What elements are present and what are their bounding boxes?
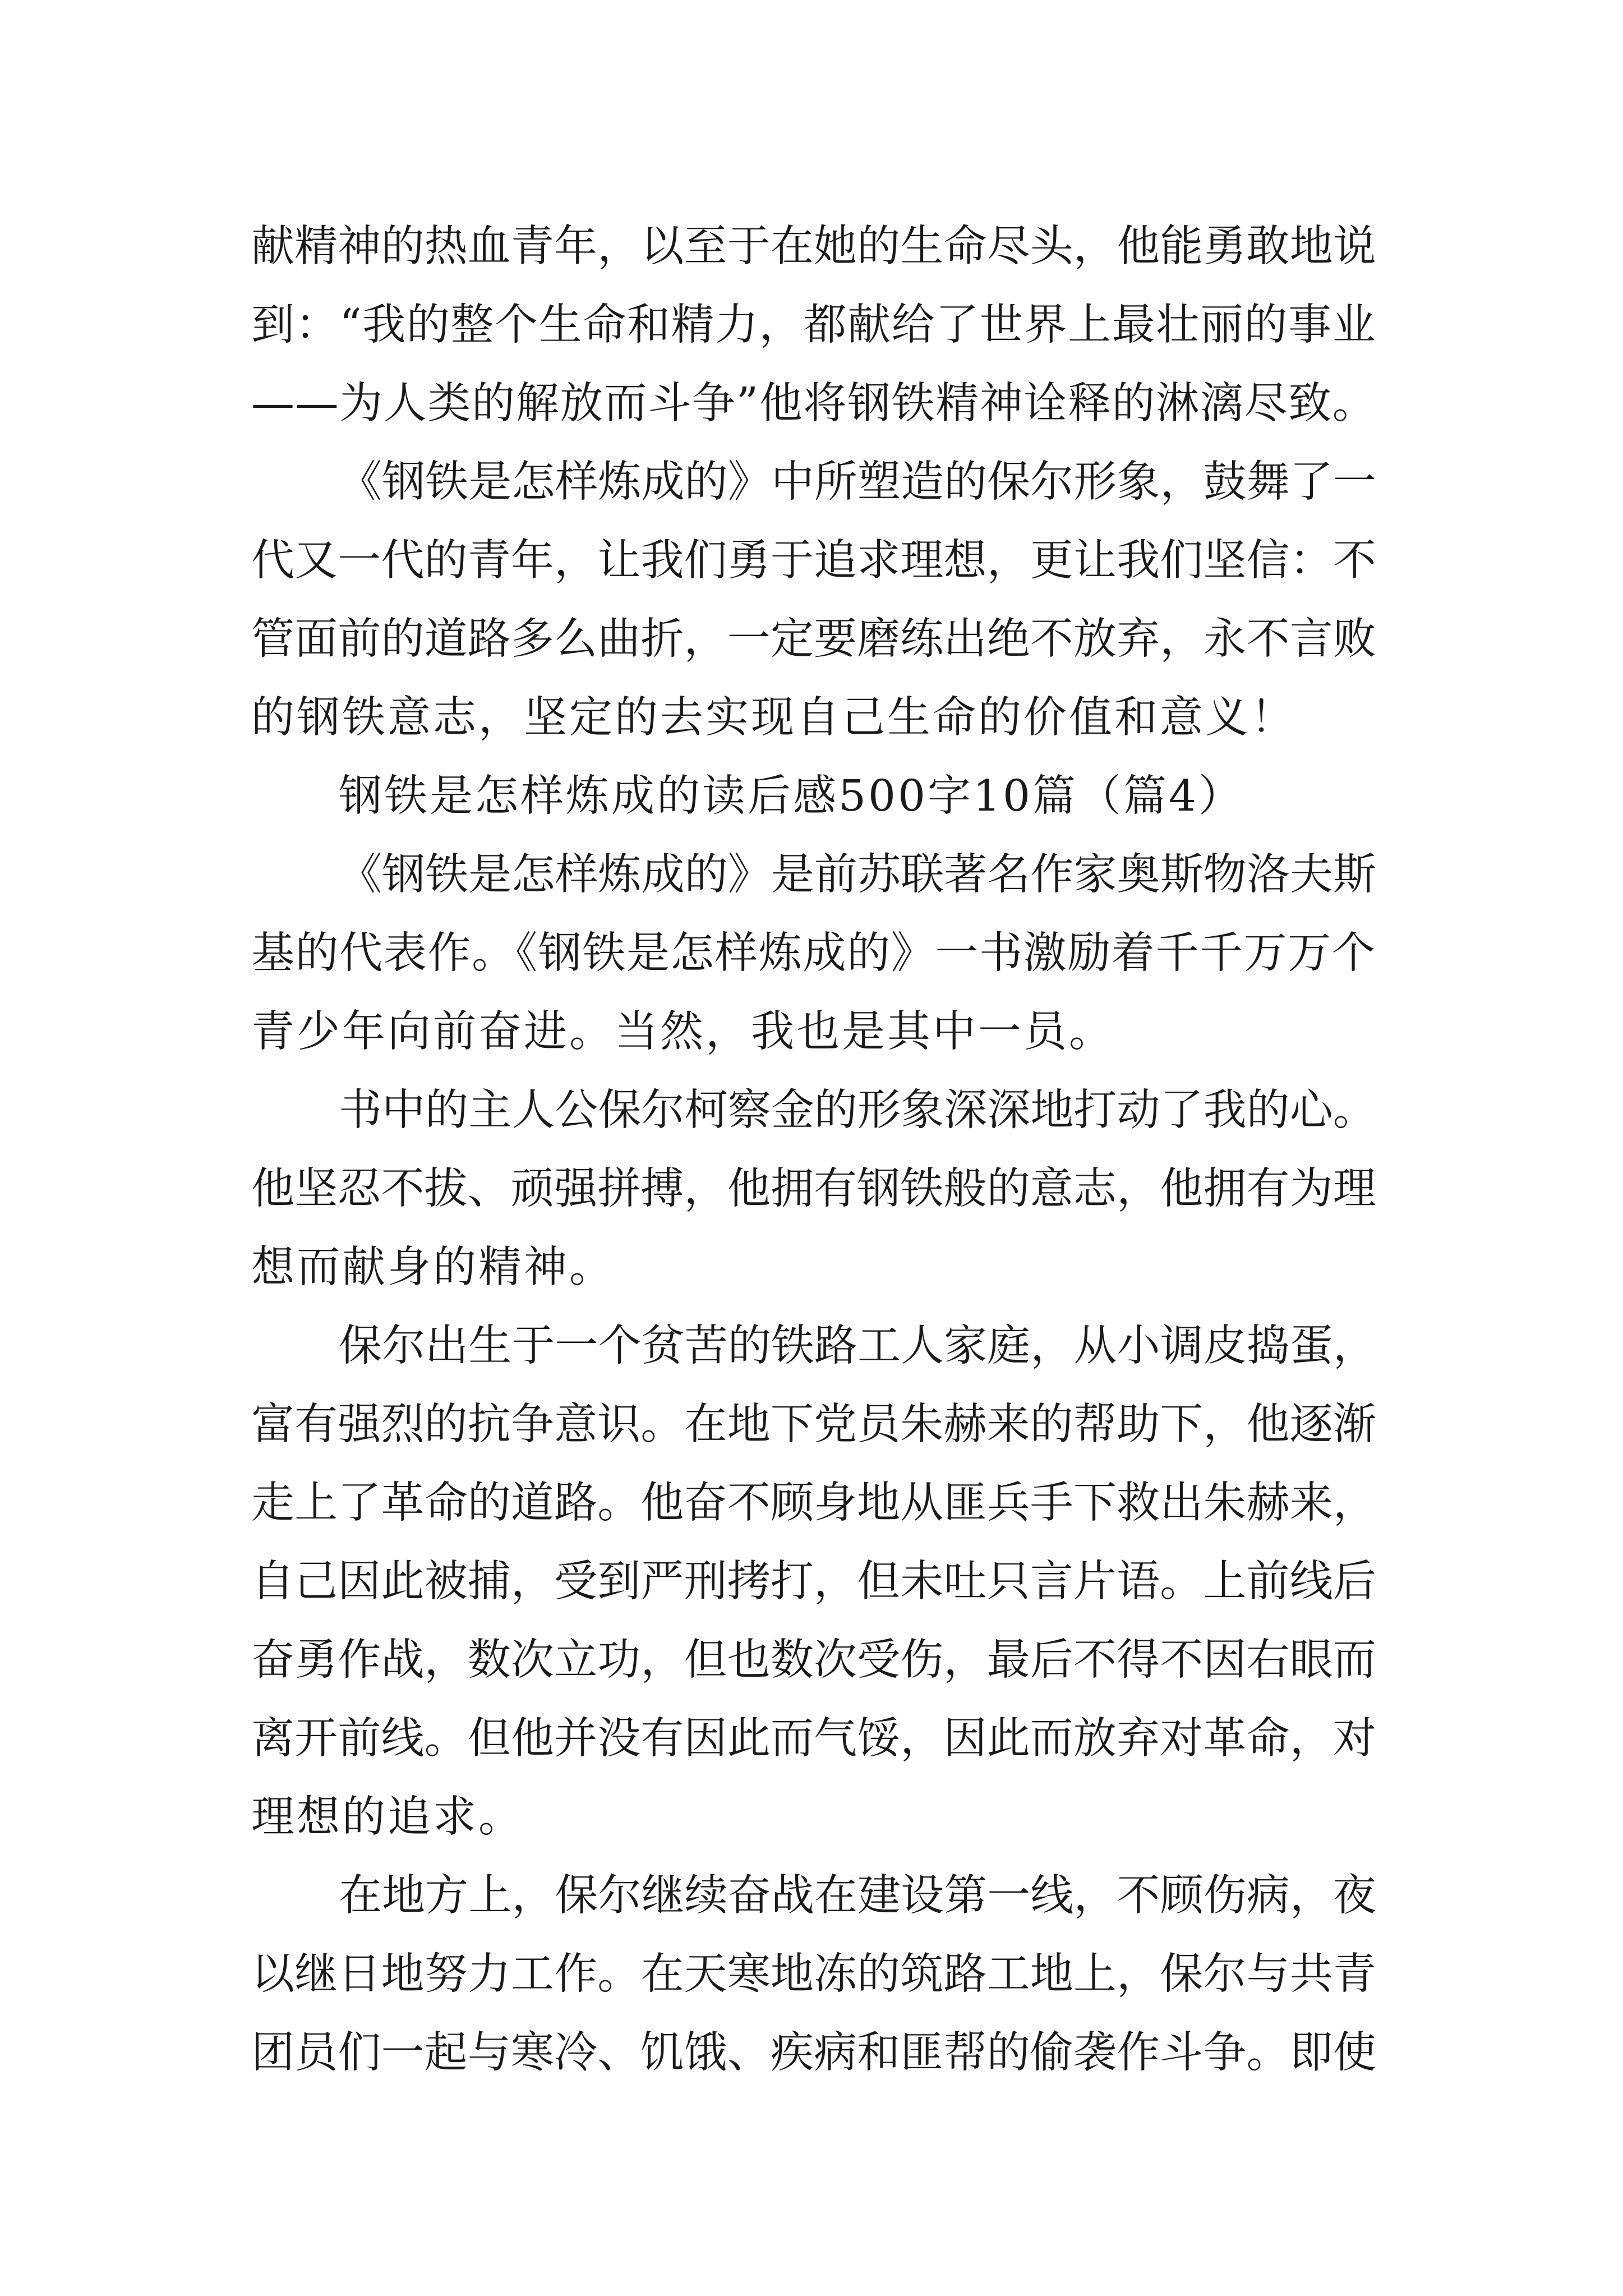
text-line: 的钢铁意志，坚定的去实现自己生命的价值和意义！ [251, 693, 1296, 743]
text-line: 自己因此被捕，受到严刑拷打，但未吐只言片语。上前线后 [251, 1557, 1376, 1607]
text-line: 到：“我的整个生命和精力，都献给了世界上最壮丽的事业 [251, 300, 1377, 350]
text-line: 基的代表作。《钢铁是怎样炼成的》一书激励着千千万万个 [251, 928, 1376, 978]
text-line: 想而献身的精神。 [251, 1243, 615, 1292]
text-line: 《钢铁是怎样炼成的》中所塑造的保尔形象，鼓舞了一 [339, 457, 1376, 507]
text-line: 代又一代的青年，让我们勇于追求理想，更让我们坚信：不 [251, 536, 1376, 586]
text-line: 管面前的道路多么曲折，一定要磨练出绝不放弃，永不言败 [251, 614, 1376, 664]
text-line: 奋勇作战，数次立功，但也数次受伤，最后不得不因右眼而 [251, 1635, 1376, 1685]
text-line: 献精神的热血青年，以至于在她的生命尽头，他能勇敢地说 [251, 222, 1376, 272]
text-line: 以继日地努力工作。在天寒地冻的筑路工地上，保尔与共青 [251, 1949, 1376, 1999]
text-line: 青少年向前奋进。当然，我也是其中一员。 [251, 1007, 1114, 1057]
text-line: 《钢铁是怎样炼成的》是前苏联著名作家奥斯物洛夫斯 [339, 850, 1376, 900]
text-line: 理想的追求。 [251, 1792, 524, 1842]
text-line: 保尔出生于一个贫苦的铁路工人家庭，从小调皮捣蛋， [339, 1321, 1376, 1371]
text-line: ——为人类的解放而斗争”他将钢铁精神诠释的淋漓尽致。 [251, 379, 1377, 429]
section-heading: 钢铁是怎样炼成的读后感500字10篇（篇4） [339, 771, 1244, 821]
text-line: 他坚忍不拔、顽强拼搏，他拥有钢铁般的意志，他拥有为理 [251, 1164, 1376, 1214]
text-line: 走上了革命的道路。他奋不顾身地从匪兵手下救出朱赫来， [251, 1478, 1376, 1528]
text-line: 团员们一起与寒冷、饥饿、疾病和匪帮的偷袭作斗争。即使 [251, 2028, 1376, 2078]
text-line: 离开前线。但他并没有因此而气馁，因此而放弃对革命，对 [251, 1714, 1376, 1764]
text-line: 书中的主人公保尔柯察金的形象深深地打动了我的心。 [339, 1085, 1376, 1135]
text-line: 富有强烈的抗争意识。在地下党员朱赫来的帮助下，他逐渐 [251, 1400, 1376, 1450]
text-line: 在地方上，保尔继续奋战在建设第一线，不顾伤病，夜 [339, 1871, 1376, 1921]
